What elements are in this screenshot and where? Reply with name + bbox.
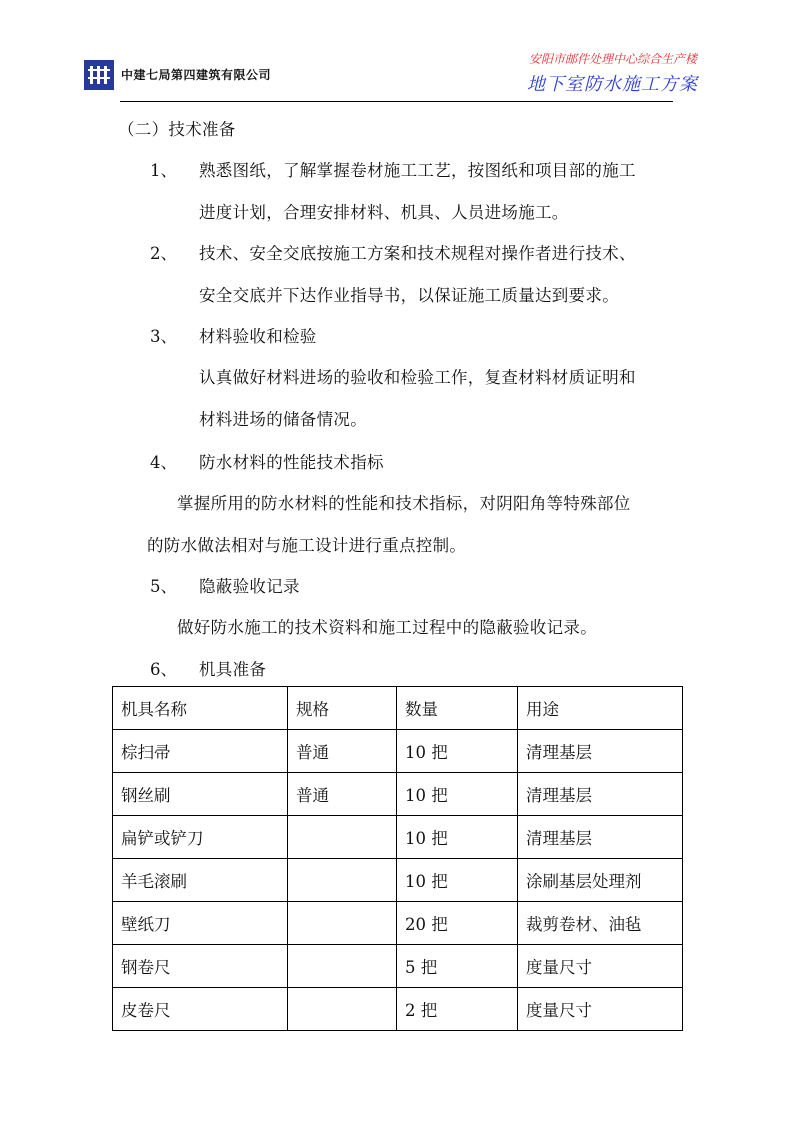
table-row xyxy=(113,988,683,1031)
table-row xyxy=(113,945,683,988)
company-name: 中建七局第四建筑有限公司 xyxy=(121,68,272,82)
table-cell: 度量尺寸 xyxy=(518,945,683,988)
table-cell: 棕扫帚 xyxy=(113,730,288,773)
table-header-cell: 机具名称 xyxy=(113,687,288,730)
item-text: 材料进场的储备情况。 xyxy=(199,410,367,429)
table-cell: 清理基层 xyxy=(518,730,683,773)
header-divider xyxy=(120,101,673,102)
item-number: 2、 xyxy=(150,244,177,263)
item-text: 安全交底并下达作业指导书，以保证施工质量达到要求。 xyxy=(199,286,619,305)
table-cell: 壁纸刀 xyxy=(113,902,288,945)
table-cell: 10 把 xyxy=(397,816,518,859)
item-heading: 防水材料的性能技术指标 xyxy=(199,453,384,472)
table-row xyxy=(113,859,683,902)
table-cell: 度量尺寸 xyxy=(518,988,683,1031)
item-text: 认真做好材料进场的验收和检验工作，复查材料材质证明和 xyxy=(199,368,636,387)
table-cell: 清理基层 xyxy=(518,816,683,859)
table-row xyxy=(113,816,683,859)
table-cell: 扁铲或铲刀 xyxy=(113,816,288,859)
table-cell: 清理基层 xyxy=(518,773,683,816)
section-title: （二）技术准备 xyxy=(118,120,236,139)
table-cell: 裁剪卷材、油毡 xyxy=(518,902,683,945)
table-cell: 普通 xyxy=(288,730,397,773)
table-cell xyxy=(288,902,397,945)
company-logo xyxy=(84,60,114,90)
table-cell: 羊毛滚刷 xyxy=(113,859,288,902)
item-text: 进度计划，合理安排材料、机具、人员进场施工。 xyxy=(199,203,569,222)
table-cell xyxy=(288,988,397,1031)
document-title: 地下室防水施工方案 xyxy=(527,74,698,95)
table-row xyxy=(113,773,683,816)
table-cell: 皮卷尺 xyxy=(113,988,288,1031)
item-heading: 材料验收和检验 xyxy=(199,327,317,346)
table-row xyxy=(113,730,683,773)
table-header-cell: 用途 xyxy=(518,687,683,730)
item-text: 的防水做法相对与施工设计进行重点控制。 xyxy=(147,536,467,555)
item-number: 3、 xyxy=(150,327,177,346)
table-header-row xyxy=(113,687,683,730)
item-heading: 机具准备 xyxy=(199,660,267,679)
table-cell xyxy=(288,945,397,988)
item-text: 技术、安全交底按施工方案和技术规程对操作者进行技术、 xyxy=(199,244,636,263)
table-cell: 钢卷尺 xyxy=(113,945,288,988)
item-text: 做好防水施工的技术资料和施工过程中的隐蔽验收记录。 xyxy=(177,618,597,637)
table-cell: 5 把 xyxy=(397,945,518,988)
item-text: 掌握所用的防水材料的性能和技术指标，对阴阳角等特殊部位 xyxy=(177,494,631,513)
table-row xyxy=(113,902,683,945)
table-cell: 10 把 xyxy=(397,773,518,816)
table-cell: 涂刷基层处理剂 xyxy=(518,859,683,902)
item-heading: 隐蔽验收记录 xyxy=(199,577,300,596)
project-name: 安阳市邮件处理中心综合生产楼 xyxy=(528,52,697,66)
table-cell: 普通 xyxy=(288,773,397,816)
item-number: 1、 xyxy=(150,161,177,180)
table-header-cell: 数量 xyxy=(397,687,518,730)
table-cell: 钢丝刷 xyxy=(113,773,288,816)
table-cell: 2 把 xyxy=(397,988,518,1031)
item-number: 6、 xyxy=(150,660,177,679)
item-text: 熟悉图纸，了解掌握卷材施工工艺，按图纸和项目部的施工 xyxy=(199,161,636,180)
equipment-table xyxy=(112,686,683,1031)
table-cell xyxy=(288,816,397,859)
item-number: 4、 xyxy=(150,453,177,472)
table-cell: 10 把 xyxy=(397,859,518,902)
table-header-cell: 规格 xyxy=(288,687,397,730)
table-cell xyxy=(288,859,397,902)
item-number: 5、 xyxy=(150,577,177,596)
table-cell: 10 把 xyxy=(397,730,518,773)
table-cell: 20 把 xyxy=(397,902,518,945)
